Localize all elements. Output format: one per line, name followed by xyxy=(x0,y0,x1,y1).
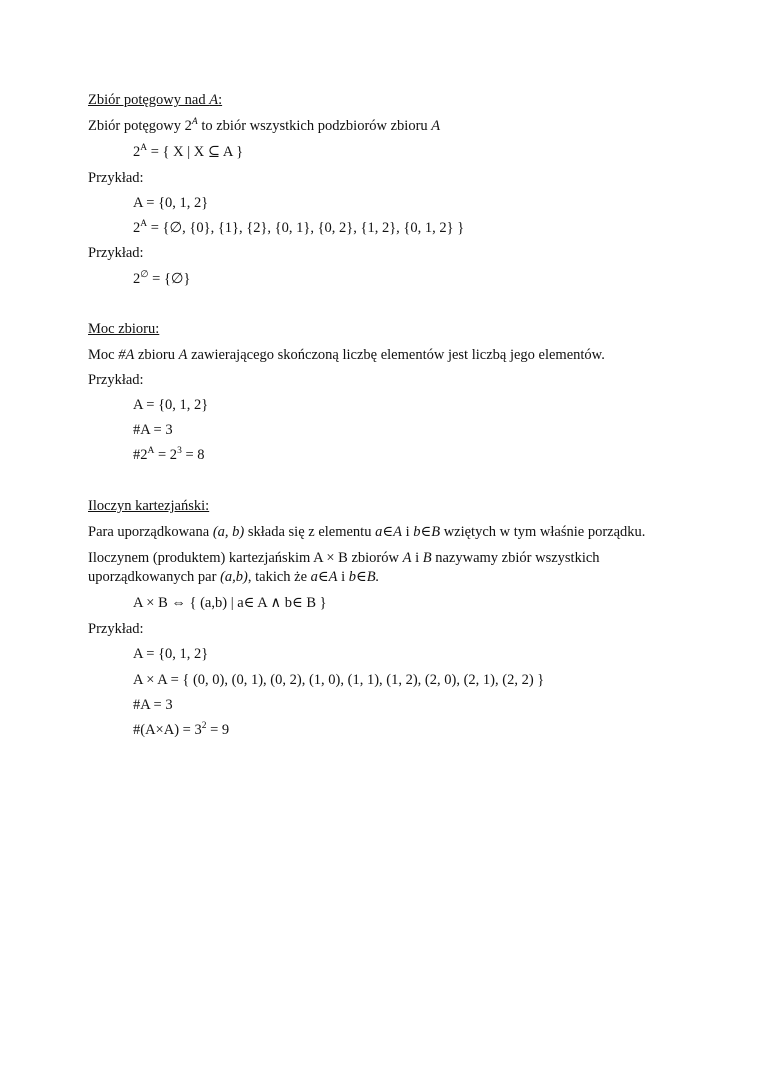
ordered-pair-definition: Para uporządkowana (a, b) składa się z elementu a∈A i b∈B wziętych w tym właśnie porządku. xyxy=(88,524,646,540)
example-cartesian-product: A × A = { (0, 0), (0, 1), (0, 2), (1, 0), (1, 1), (1, 2), (2, 0), (2, 1), (2, 2) } xyxy=(133,672,545,688)
section-title-power-set: Zbiór potęgowy nad A: xyxy=(88,92,223,108)
example-empty-power-set: 2∅ = {∅} xyxy=(133,270,191,287)
example-label: Przykład: xyxy=(88,372,144,388)
power-set-definition: Zbiór potęgowy $2^A$ to zbiór wszystkich podzbiorów zbioru A xyxy=(88,117,441,134)
section-title-cartesian-product: Iloczyn kartezjański: xyxy=(88,498,210,514)
cartesian-formula: A × B ⇔ { (a,b) | a∈ A ∧ b∈ B } xyxy=(133,595,327,611)
example-set: A = {0, 1, 2} xyxy=(133,646,209,662)
section-title-cardinality: Moc zbioru: xyxy=(88,321,160,337)
cardinality-definition: Moc #A zbioru A zawierającego skończoną liczbę elementów jest liczbą jego elementów. xyxy=(88,347,605,363)
cartesian-definition-line1: Iloczynem (produktem) kartezjańskim A × B zbiorów A i B nazywamy zbiór wszystkich xyxy=(88,550,600,566)
example-power-set: $2^A$ = {∅, {0}, {1}, {2}, {0, 1}, {0, 2}, {1, 2}, {0, 1, 2} } xyxy=(133,219,465,236)
example-cardinality: #A = 3 xyxy=(133,697,173,713)
example-power-cardinality: $\#2^A = 2^3 = 8$ xyxy=(133,446,205,463)
example-label: Przykład: xyxy=(88,245,144,261)
power-set-formula: $2^A$ = { X | X ⊆ A } xyxy=(133,143,244,160)
example-label: Przykład: xyxy=(88,170,144,186)
example-cardinality: #A = 3 xyxy=(133,422,173,438)
example-set: A = {0, 1, 2} xyxy=(133,397,209,413)
cartesian-definition-line2: uporządkowanych par (a,b), takich że a∈A i b∈B. xyxy=(88,569,380,585)
example-product-cardinality: #(A×A) = $3^2 = 9$ xyxy=(133,721,230,738)
example-label: Przykład: xyxy=(88,621,144,637)
example-set: A = {0, 1, 2} xyxy=(133,195,209,211)
